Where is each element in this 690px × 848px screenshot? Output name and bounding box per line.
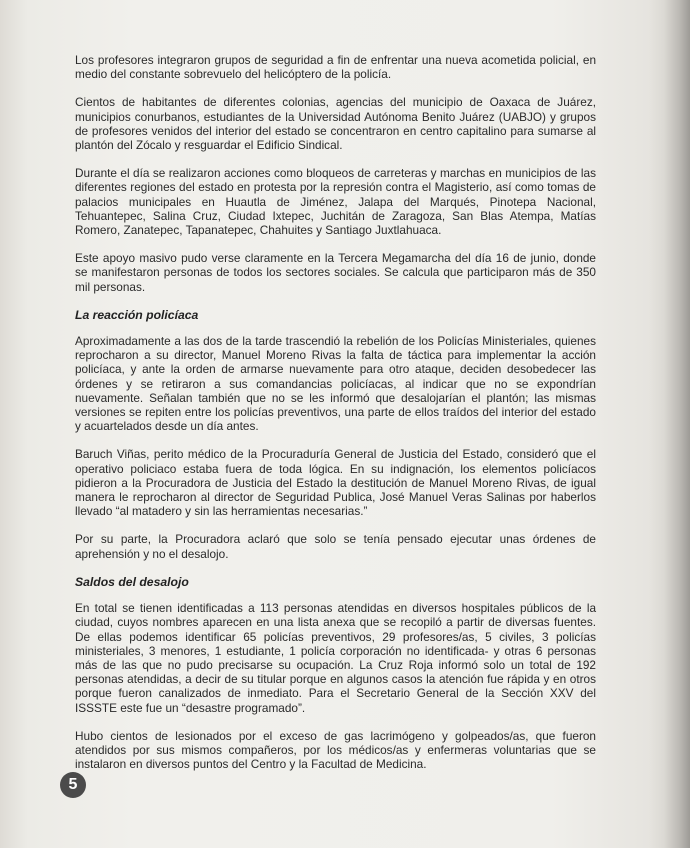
paragraph: Los profesores integraron grupos de seguridad a fin de enfrentar una nueva acometida policial, en medio del constante sobrevuelo del helicóptero de la policía. xyxy=(75,53,596,82)
page-body xyxy=(75,53,596,785)
paragraph: Aproximadamente a las dos de la tarde trascendió la rebelión de los Policías Ministeriales, quienes reprocharon a su director, Manuel Moreno Rivas la falta de táctica para implementar la acción policíaca, y ante la orden de armarse nuevamente para otro ataque, deciden desobedecer las órdenes y se retiraron a sus comandancias policíacas, al indicar que no se expondrían nuevamente. Señalan también que no se les informó que desalojarían el plantón; las mismas versiones se repiten entre los policías preventivos, una parte de ellos traídos del interior del estado y acuartelados desde un día antes. xyxy=(75,334,596,434)
page-number-badge: 5 xyxy=(60,772,86,798)
paragraph: En total se tienen identificadas a 113 personas atendidas en diversos hospitales públicos de la ciudad, cuyos nombres aparecen en una lista anexa que se recopiló a partir de diversas fuentes. De ellas podemos identificar 65 policías preventivos, 29 profesores/as, 5 civiles, 3 policías ministeriales, 3 menores, 1 estudiante, 1 policía corporación no identificada- y otras 6 personas más de las que no pudo precisarse su ocupación. La Cruz Roja informó solo un total de 192 personas atendidas, a decir de su titular porque en algunos casos la atención fue rápida y en otros porque fueron canalizados de inmediato. Para el Secretario General de la Sección XXV del ISSSTE este fue un “desastre programado”. xyxy=(75,601,596,715)
paragraph: Hubo cientos de lesionados por el exceso de gas lacrimógeno y golpeados/as, que fueron atendidos por sus mismos compañeros, por los médicos/as y enfermeras voluntarias que se instalaron en diversos puntos del Centro y la Facultad de Medicina. xyxy=(75,728,596,772)
section-heading-reaccion: La reacción policíaca xyxy=(75,307,199,322)
paragraph: Baruch Viñas, perito médico de la Procuraduría General de Justicia del Estado, consideró que el operativo policiaco estaba fuera de toda lógica. En su indignación, los elementos policíacos pidieron a la Procuradora de Justicia del Estado la destitución de Manuel Moreno Rivas, de igual manera le reprocharon al director de Seguridad Publica, José Manuel Veras Salinas por haberlos llevado “al matadero y sin las herramientas necesarias.” xyxy=(75,447,596,519)
paragraph: Cientos de habitantes de diferentes colonias, agencias del municipio de Oaxaca de Juárez, municipios conurbanos, estudiantes de la Universidad Autónoma Benito Juárez (UABJO) y grupos de profesores venidos del interior del estado se concentraron en centro capitalino para sumarse al plantón del Zócalo y resguardar el Edificio Sindical. xyxy=(75,95,596,153)
section-heading-saldos: Saldos del desalojo xyxy=(75,574,189,589)
paragraph: Durante el día se realizaron acciones como bloqueos de carreteras y marchas en municipios de las diferentes regiones del estado en protesta por la represión contra el Magisterio, así como tomas de palacios municipales en Huautla de Jiménez, Jalapa del Marqués, Pinotepa Nacional, Tehuantepec, Salina Cruz, Ciudad Ixtepec, Juchitán de Zaragoza, San Blas Atempa, Matías Romero, Zanatepec, Tapanatepec, Chahuites y Santiago Juxtlahuaca. xyxy=(75,166,596,238)
paragraph: Por su parte, la Procuradora aclaró que solo se tenía pensado ejecutar unas órdenes de aprehensión y no el desalojo. xyxy=(75,532,596,561)
paragraph: Este apoyo masivo pudo verse claramente en la Tercera Megamarcha del día 16 de junio, donde se manifestaron personas de todos los sectores sociales. Se calcula que participaron más de 350 mil personas. xyxy=(75,251,596,294)
